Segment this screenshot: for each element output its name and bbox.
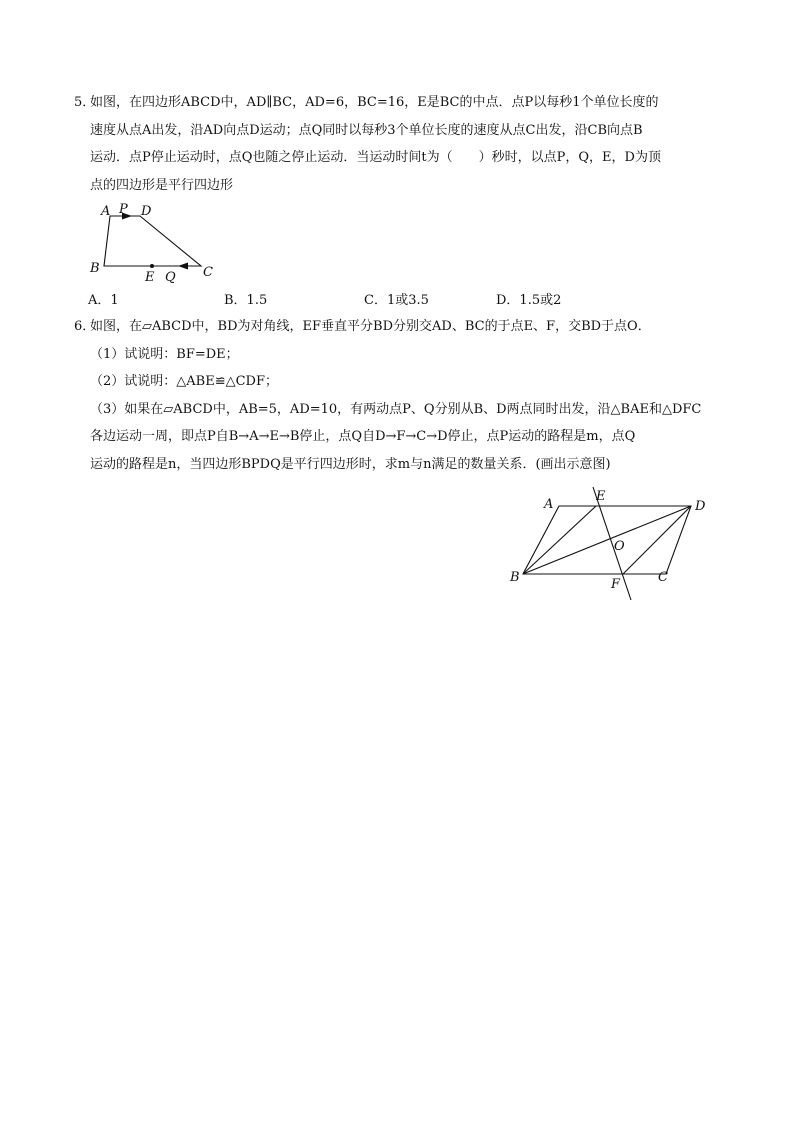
q5-arrow-q [178, 263, 188, 270]
q5-label-e: E [145, 270, 155, 285]
q6-figure [506, 484, 716, 604]
q6-label-b: B [510, 570, 520, 585]
q5-line-1: 5．如图，在四边形ABCD中，AD∥BC，AD=6，BC=16，E是BC的中点．点P以每秒1个单位长度的 [74, 89, 724, 117]
q6-part-1: （1）试说明：BF=DE； [90, 346, 239, 362]
q6-label-f: F [611, 577, 621, 592]
question-6 [74, 313, 724, 478]
q5-figure [86, 198, 226, 288]
q5-label-p: P [119, 202, 128, 217]
q5-choice-c[interactable]: C．1或3.5 [364, 293, 429, 308]
q5-choices [88, 289, 708, 313]
q6-diagonal-bd [523, 506, 691, 574]
q6-part-2: （2）试说明：△ABE≌△CDF； [90, 374, 278, 389]
q5-label-c: C [203, 265, 213, 280]
q6-number: 6． [74, 319, 96, 334]
q5-point-e [150, 264, 154, 268]
q6-segment-be [523, 506, 596, 574]
q5-label-q: Q [165, 270, 176, 285]
q6-segment-df [623, 506, 691, 574]
q6-part-3-line-2: 各边运动一周，即点P自B→A→E→B停止，点Q自D→F→C→D停止，点P运动的路程是m，点Q [90, 429, 636, 444]
q6-line-1: 6．如图，在▱ABCD中，BD为对角线，EF垂直平分BD分别交AD、BC的于点E、F，交BD于点O． [74, 313, 724, 341]
q5-choice-a[interactable]: A．1 [88, 293, 119, 308]
q6-label-e: E [596, 489, 606, 504]
q5-number: 5． [74, 95, 96, 110]
q6-label-a: A [544, 497, 554, 512]
q5-label-d: D [141, 204, 152, 219]
q5-trapezoid [104, 216, 201, 266]
q5-label-a: A [101, 204, 111, 219]
q6-part-3-line-1: （3）如果在▱ABCD中，AB=5，AD=10，有两动点P、Q分别从B、D两点同时出发，沿△BAE和△DFC [90, 401, 702, 417]
q6-label-c: C [658, 570, 668, 585]
q5-choice-d[interactable]: D．1.5或2 [496, 293, 562, 308]
q6-label-d: D [695, 499, 706, 514]
q6-part-3-line-3: 运动的路程是n，当四边形BPDQ是平行四边形时，求m与n满足的数量关系．(画出示意图) [90, 456, 611, 472]
q6-label-o: O [614, 539, 625, 554]
q5-choice-b[interactable]: B．1.5 [224, 293, 268, 308]
question-5 [74, 89, 724, 199]
q5-line-3: 运动．点P停止运动时，点Q也随之停止运动．当运动时间t为（ ）秒时，以点P，Q，E，D为顶 [90, 150, 661, 165]
q5-line-4: 点的四边形是平行四边形 [90, 177, 234, 193]
q5-label-b: B [90, 261, 100, 276]
q5-line-2: 速度从点A出发，沿AD向点D运动；点Q同时以每秒3个单位长度的速度从点C出发，沿CB向点B [90, 122, 643, 138]
